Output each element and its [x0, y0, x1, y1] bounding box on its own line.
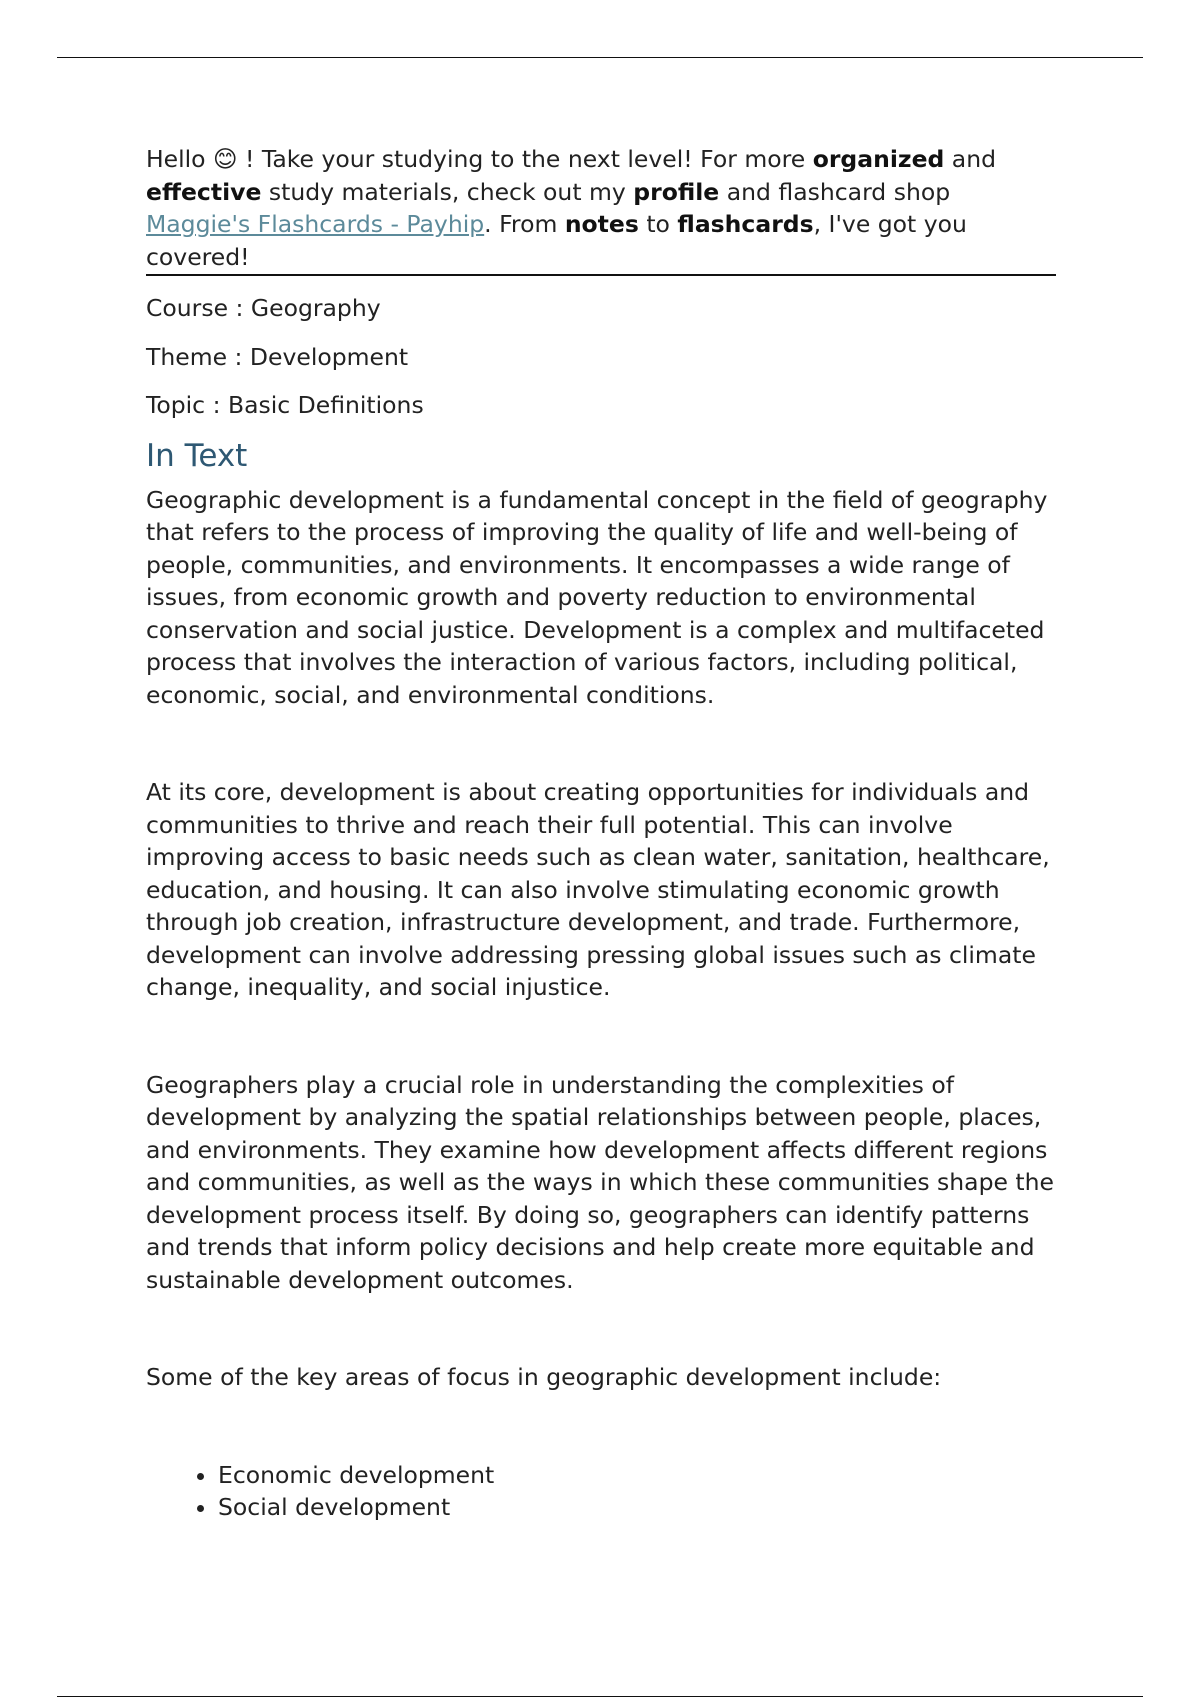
intro-text: to	[638, 210, 678, 238]
focus-areas-list	[146, 1459, 1056, 1524]
intro-paragraph	[146, 143, 1056, 276]
intro-text: study materials, check out my	[261, 177, 634, 206]
header-rule	[57, 57, 1143, 58]
body-paragraph: Geographers play a crucial role in understanding the complexities of development by analyzing the spatial relationships between people, places, and environments. They examine how development affects different regions and communities, as well as the ways in which these communities shape the development process itself. By doing so, geographers can identify patterns and trends that inform policy decisions and help create more equitable and sustainable development outcomes.	[146, 1070, 1054, 1294]
intro-bold-notes: notes	[564, 210, 639, 238]
topic-label: Topic : Basic Definitions	[146, 391, 424, 419]
intro-bold-profile: profile	[633, 177, 720, 206]
intro-bold-flashcards: flashcards	[677, 210, 814, 238]
flashcard-shop-link[interactable]: Maggie's Flashcards - Payhip	[146, 210, 485, 238]
list-item: • Economic development	[218, 1459, 1056, 1492]
footer-rule	[57, 1696, 1143, 1697]
intro-text: Hello 😊 ! Take your studying to the next level! For more	[146, 145, 813, 173]
intro-bold-organized: organized	[812, 145, 945, 173]
intro-bold-effective: effective	[146, 177, 262, 206]
section-heading: In Text	[146, 437, 248, 474]
body-paragraph: Geographic development is a fundamental concept in the field of geography that refers to the process of improving the quality of life and well-being of people, communities, and environments. It encompasses a wide range of issues, from economic growth and poverty reduction to environmental conservation and social justice. Development is a complex and multifaceted process that involves the interaction of various factors, including political, economic, social, and environmental conditions.	[146, 485, 1048, 709]
body-paragraph: At its core, development is about creating opportunities for individuals and communities to thrive and reach their full potential. This can involve improving access to basic needs such as clean water, sanitation, healthcare, education, and housing. It can also involve stimulating economic growth through job creation, infrastructure development, and trade. Furthermore, development can involve addressing pressing global issues such as climate change, inequality, and social injustice.	[146, 778, 1050, 1001]
focus-intro-paragraph: Some of the key areas of focus in geographic development include:	[146, 1363, 942, 1391]
course-label: Course : Geography	[146, 294, 381, 322]
theme-label: Theme : Development	[146, 342, 409, 371]
intro-text: . From	[484, 210, 565, 238]
intro-text: and	[944, 145, 997, 173]
document-body	[146, 143, 1056, 1524]
intro-text: , I've got you covered!	[146, 210, 967, 271]
intro-text: and flashcard shop	[719, 177, 951, 206]
list-item: • Social development	[218, 1491, 1056, 1524]
